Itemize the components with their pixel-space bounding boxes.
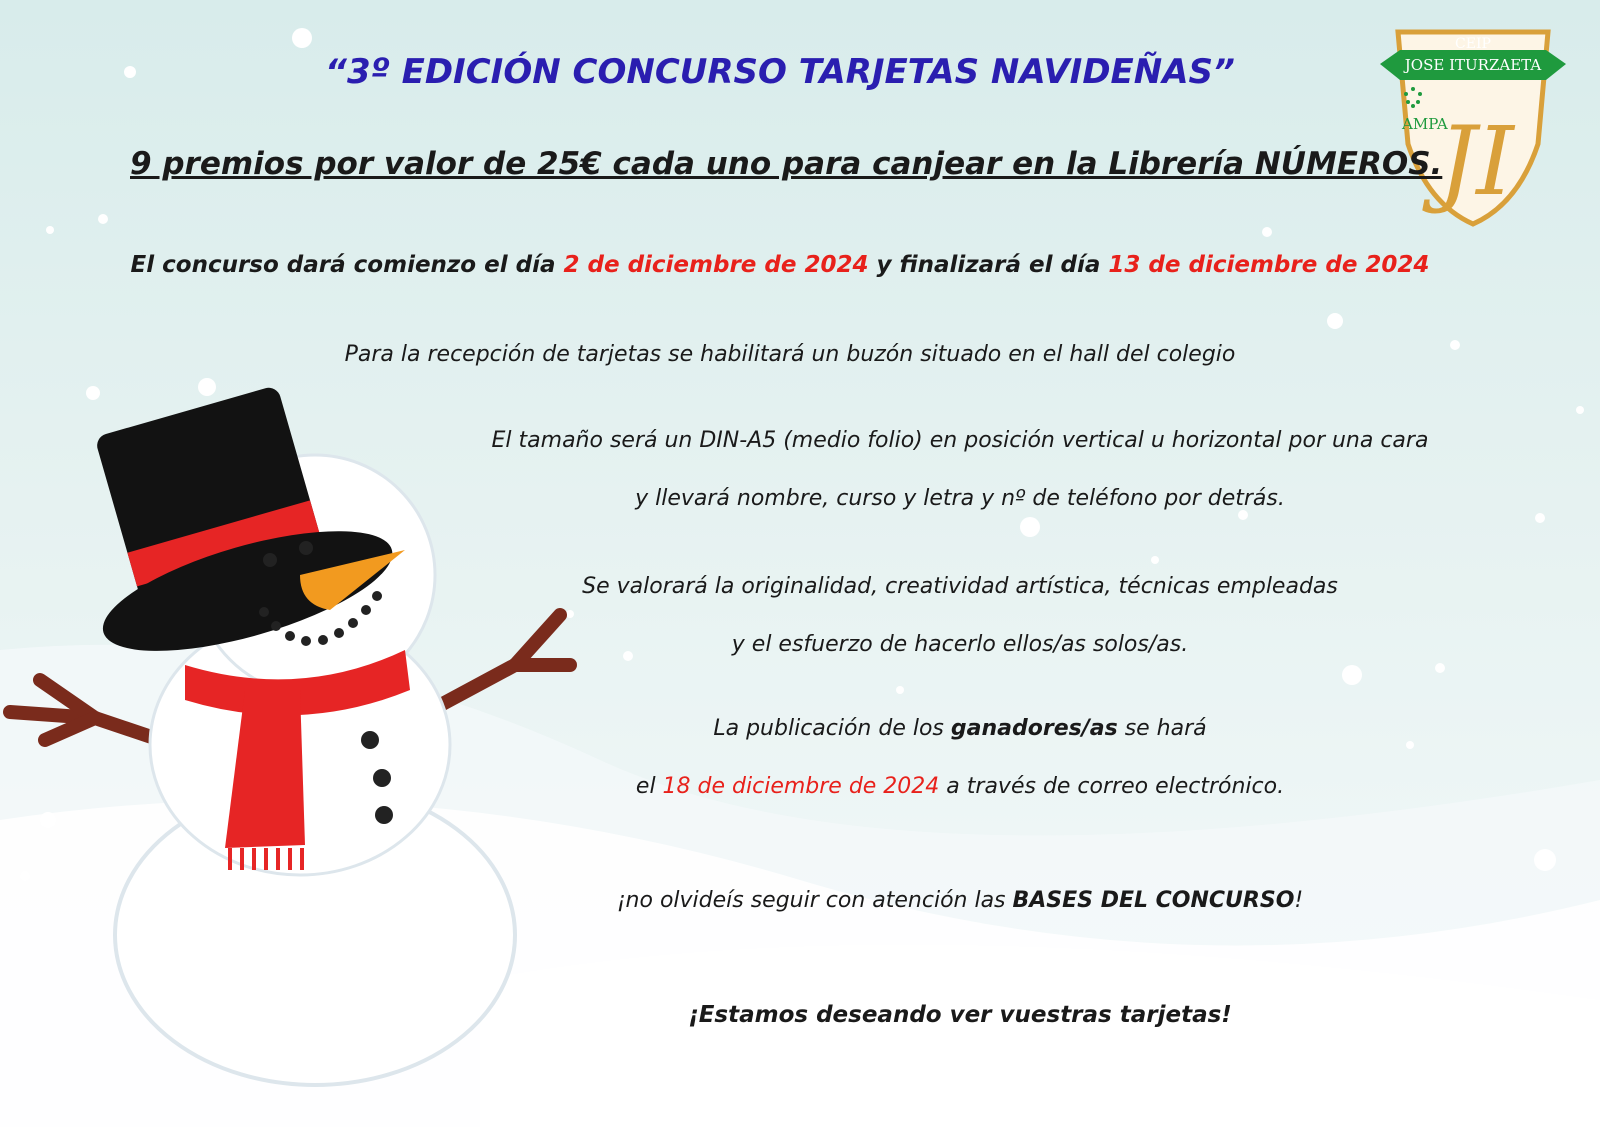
size-text-line1: El tamaño será un DIN-A5 (medio folio) en posición vertical u horizontal por una cara xyxy=(491,428,1429,453)
reminder-text xyxy=(420,888,1500,913)
reminder-suffix: ! xyxy=(1294,888,1304,913)
criteria-text-line1: Se valorará la originalidad, creatividad artística, técnicas empleadas xyxy=(582,574,1338,599)
end-date: 13 de diciembre de 2024 xyxy=(1108,252,1430,278)
size-text-line2: y llevará nombre, curso y letra y nº de teléfono por detrás. xyxy=(635,486,1285,511)
publication-date: 18 de diciembre de 2024 xyxy=(662,774,940,799)
logo-ceip-text: CEIP xyxy=(1455,36,1491,52)
criteria-text-line2: y el esfuerzo de hacerlo ellos/as solos/as. xyxy=(731,632,1189,657)
dates-prefix: El concurso dará comienzo el día xyxy=(130,252,564,278)
contest-dates xyxy=(100,252,1460,278)
publication-line2-suffix: a través de correo electrónico. xyxy=(939,774,1285,799)
poster-title: “3º EDICIÓN CONCURSO TARJETAS NAVIDEÑAS” xyxy=(325,52,1235,92)
publication-prefix: La publicación de los xyxy=(713,716,951,741)
closing-text: ¡Estamos deseando ver vuestras tarjetas! xyxy=(688,1002,1232,1028)
publication-line2-prefix: el xyxy=(635,774,663,799)
logo-ampa-text: AMPA xyxy=(1402,115,1448,133)
prizes-text: 9 premios por valor de 25€ cada uno para canjear en la Librería NÚMEROS. xyxy=(130,146,1443,182)
logo-school-name: JOSE ITURZAETA xyxy=(1404,56,1542,74)
start-date: 2 de diciembre de 2024 xyxy=(563,252,869,278)
reception-text: Para la recepción de tarjetas se habilitará un buzón situado en el hall del colegio xyxy=(344,342,1236,367)
winners-label: ganadores/as xyxy=(950,716,1118,741)
reminder-prefix: ¡no olvideís seguir con atención las xyxy=(616,888,1013,913)
publication-suffix: se hará xyxy=(1117,716,1207,741)
dates-middle: y finalizará el día xyxy=(868,252,1109,278)
bases-label: BASES DEL CONCURSO xyxy=(1012,888,1295,913)
publication-text-line1 xyxy=(420,716,1500,741)
logo-monogram: JI xyxy=(1438,107,1514,217)
publication-text-line2 xyxy=(420,774,1500,799)
